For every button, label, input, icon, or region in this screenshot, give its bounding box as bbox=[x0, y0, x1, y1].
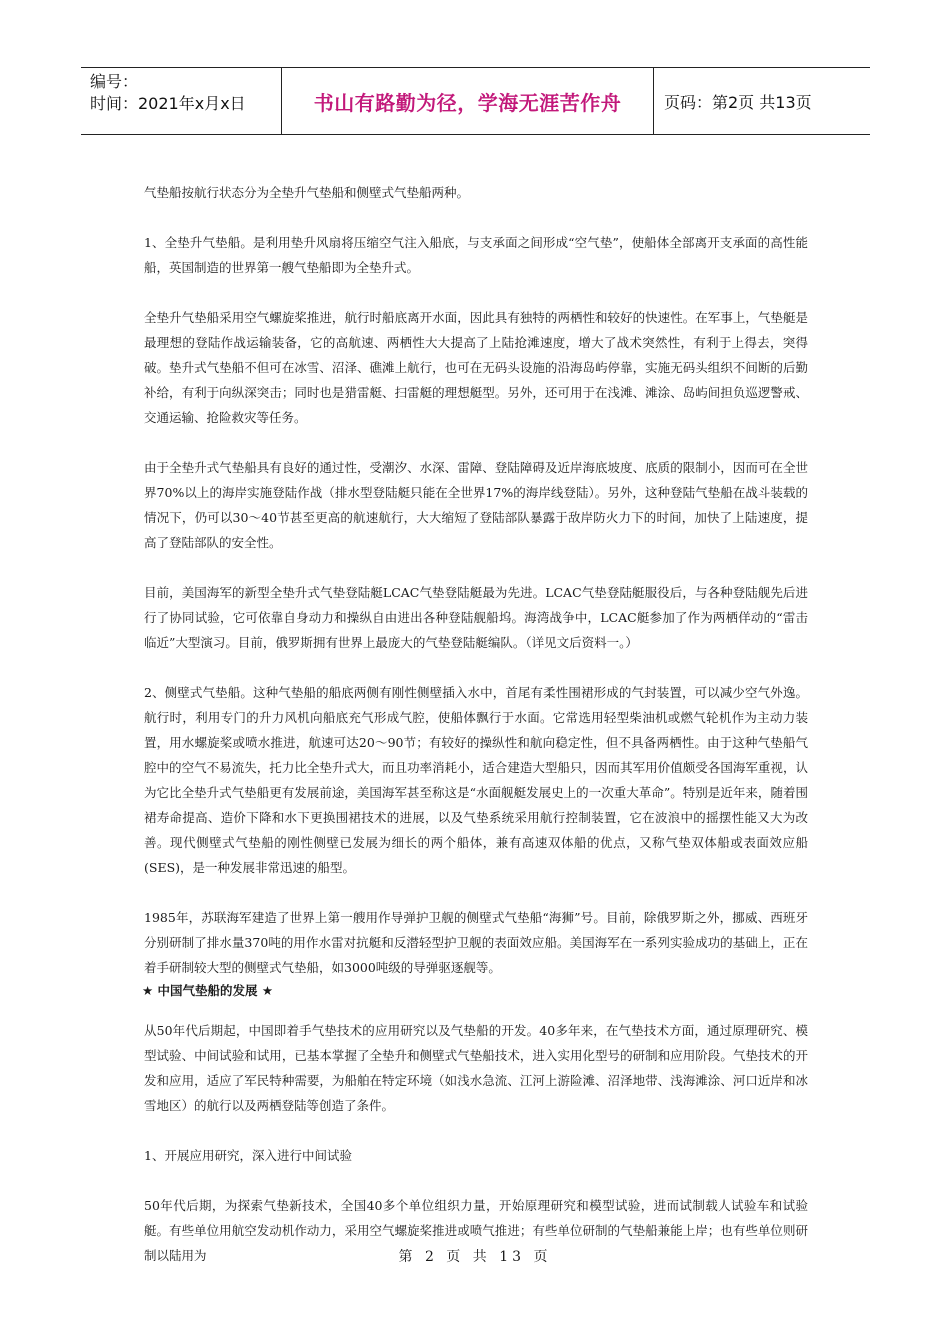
paragraph: 全垫升气垫船采用空气螺旋桨推进，航行时船底离开水面，因此具有独特的两栖性和较好的快速性。在军事上，气垫艇是最理想的登陆作战运输装备，它的高航速、两栖性大大提高了上陆抢滩速度，增大了战术突然性，有利于上得去，突得破。垫升式气垫船不但可在冰雪、沼泽、礁滩上航行，也可在无码头设施的沿海岛屿停靠，实施无码头组织不间断的后勤补给，有利于向纵深突击；同时也是猎雷艇、扫雷艇的理想艇型。另外，还可用于在浅滩、滩涂、岛屿间担负巡逻警戒、交通运输、抢险救灾等任务。 bbox=[144, 310, 808, 425]
paragraph: 50年代后期，为探索气垫新技术，全国40多个单位组织力量，开始原理研究和模型试验，进而试制载人试验车和试验艇。有些单位用航空发动机作动力，采用空气螺旋桨推进或喷气推进；有些单位研制的气垫船兼能上岸；也有些单位则研制以陆用为 bbox=[144, 1198, 808, 1263]
paragraph: 1、全垫升气垫船。是利用垫升风扇将压缩空气注入船底，与支承面之间形成“空气垫”，使船体全部离开支承面的高性能船，英国制造的世界第一艘气垫船即为全垫升式。 bbox=[144, 235, 808, 275]
paragraph: 从50年代后期起，中国即着手气垫技术的应用研究以及气垫船的开发。40多年来，在气垫技术方面，通过原理研究、模型试验、中间试验和试用，已基本掌握了全垫升和侧壁式气垫船技术，进入实用化型号的研制和应用阶段。气垫技术的开发和应用，适应了军民特种需要，为船舶在特定环境（如浅水急流、江河上游险滩、沼泽地带、浅海滩涂、河口近岸和冰雪地区）的航行以及两栖登陆等创造了条件。 bbox=[144, 1023, 808, 1113]
document-body bbox=[144, 180, 808, 1293]
paragraph: 2、侧壁式气垫船。这种气垫船的船底两侧有刚性侧壁插入水中，首尾有柔性围裙形成的气封装置，可以减少空气外逸。航行时，利用专门的升力风机向船底充气形成气腔，使船体飘行于水面。它常选用轻型柴油机或燃气轮机作为主动力装置，用水螺旋桨或喷水推进，航速可达20～90节；有较好的操纵性和航向稳定性，但不具备两栖性。由于这种气垫船气腔中的空气不易流失，托力比全垫升式大，而且功率消耗小，适合建造大型船只，因而其军用价值颇受各国海军重视，认为它比全垫升式气垫船更有发展前途，美国海军甚至称这是“水面舰艇发展史上的一次重大革命”。特别是近年来，随着围裙寿命提高、造价下降和水下更换围裙技术的进展，以及气垫系统采用航行控制装置，它在波浪中的摇摆性能又大为改善。现代侧壁式气垫船的刚性侧壁已发展为细长的两个船体，兼有高速双体船的优点，又称气垫双体船或表面效应船(SES)，是一种发展非常迅速的船型。 bbox=[144, 685, 808, 875]
paragraph: 1985年，苏联海军建造了世界上第一艘用作导弹护卫舰的侧壁式气垫船“海狮”号。目前，除俄罗斯之外，挪威、西班牙分别研制了排水量370吨的用作水雷对抗艇和反潜轻型护卫舰的表面效应船。美国海军在一系列实验成功的基础上，正在着手研制较大型的侧壁式气垫船，如3000吨级的导弹驱逐舰等。 bbox=[144, 910, 808, 975]
motto-text: 书山有路勤为径，学海无涯苦作舟 bbox=[313, 90, 622, 115]
page-footer: 第 2 页 共 13 页 bbox=[398, 1249, 552, 1265]
section-heading: ★ 中国气垫船的发展 ★ bbox=[142, 983, 274, 998]
paragraph: 目前，美国海军的新型全垫升式气垫登陆艇LCAC气垫登陆艇最为先进。LCAC气垫登陆艇服役后，与各种登陆舰先后进行了协同试验，它可依靠自身动力和操纵自由进出各种登陆舰船坞。海湾战争中，LCAC艇参加了作为两栖佯动的“雷击临近”大型演习。目前，俄罗斯拥有世界上最庞大的气垫登陆艇编队。（详见文后资料一。） bbox=[144, 585, 808, 650]
code-label: 编号： bbox=[90, 72, 139, 91]
time-label: 时间：2021年x月x日 bbox=[90, 94, 246, 113]
header-meta bbox=[81, 68, 282, 134]
paragraph: 气垫船按航行状态分为全垫升气垫船和侧壁式气垫船两种。 bbox=[144, 185, 470, 200]
header-motto bbox=[282, 68, 654, 134]
subheading: 1、开展应用研究，深入进行中间试验 bbox=[144, 1148, 352, 1163]
page-header bbox=[81, 67, 870, 135]
paragraph: 由于全垫升式气垫船具有良好的通过性，受潮汐、水深、雷障、登陆障碍及近岸海底坡度、底质的限制小，因而可在全世界70%以上的海岸实施登陆作战（排水型登陆艇只能在全世界17%的海岸线登陆）。另外，这种登陆气垫船在战斗装载的情况下，仍可以30～40节甚至更高的航速航行，大大缩短了登陆部队暴露于敌岸防火力下的时间，加快了上陆速度，提高了登陆部队的安全性。 bbox=[144, 460, 808, 550]
header-page-info: 页码：第2页 共13页 bbox=[664, 92, 812, 112]
